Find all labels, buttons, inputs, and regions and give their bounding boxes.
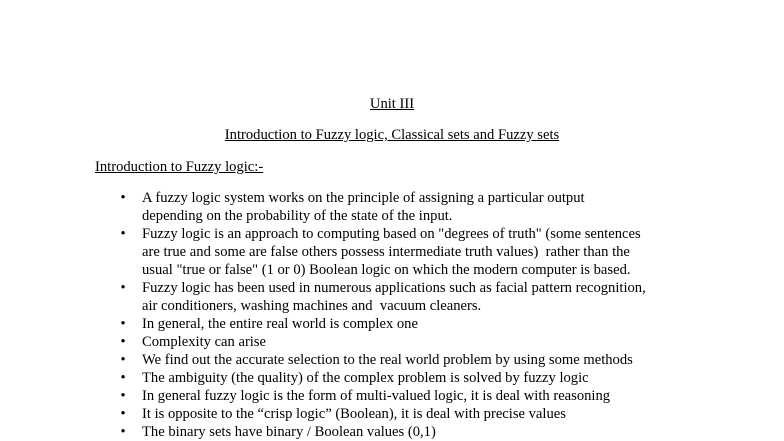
list-item: [0, 315, 784, 333]
section-heading: Introduction to Fuzzy logic:-: [95, 159, 264, 175]
bullet-icon: •: [120, 406, 126, 422]
bullet-text: In general, the entire real world is complex one: [142, 316, 418, 332]
bullet-icon: •: [120, 424, 126, 440]
bullet-text: Fuzzy logic is an approach to computing based on "degrees of truth" (some sentences are true and some are false others possess intermediate truth values) rather than the usual "true or false" (1 or 0) Boolean logic on which the modern computer is based.: [142, 226, 641, 278]
bullet-text: The ambiguity (the quality) of the complex problem is solved by fuzzy logic: [142, 370, 589, 386]
bullet-icon: •: [120, 352, 126, 368]
list-item: [0, 387, 784, 405]
list-item: [0, 369, 784, 387]
bullet-text: We find out the accurate selection to the real world problem by using some methods: [142, 352, 633, 368]
bullet-text: Fuzzy logic has been used in numerous applications such as facial pattern recognition, air conditioners, washing machines and vacuum cleaners.: [142, 280, 646, 314]
bullet-icon: •: [120, 226, 126, 242]
bullet-text: A fuzzy logic system works on the principle of assigning a particular output depending on the probability of the state of the input.: [142, 190, 585, 224]
bullet-text: It is opposite to the “crisp logic” (Boolean), it is deal with precise values: [142, 406, 566, 422]
list-item: [0, 405, 784, 423]
list-item: [0, 189, 784, 225]
bullet-text: In general fuzzy logic is the form of multi-valued logic, it is deal with reasoning: [142, 388, 611, 404]
list-item: [0, 333, 784, 351]
list-item: [0, 225, 784, 279]
bullet-text: Complexity can arise: [142, 334, 267, 350]
list-item: [0, 351, 784, 369]
unit-title: Unit III: [369, 96, 415, 112]
list-item: [0, 423, 784, 441]
bullet-icon: •: [120, 280, 126, 296]
bullet-icon: •: [120, 370, 126, 386]
bullet-icon: •: [120, 388, 126, 404]
bullet-icon: •: [120, 334, 126, 350]
bullet-icon: •: [120, 316, 126, 332]
bullet-text: The binary sets have binary / Boolean values (0,1): [142, 424, 436, 440]
bullet-icon: •: [120, 190, 126, 206]
list-item: [0, 279, 784, 315]
document-subtitle: Introduction to Fuzzy logic, Classical sets and Fuzzy sets: [224, 127, 560, 143]
bullet-list: [0, 189, 784, 441]
